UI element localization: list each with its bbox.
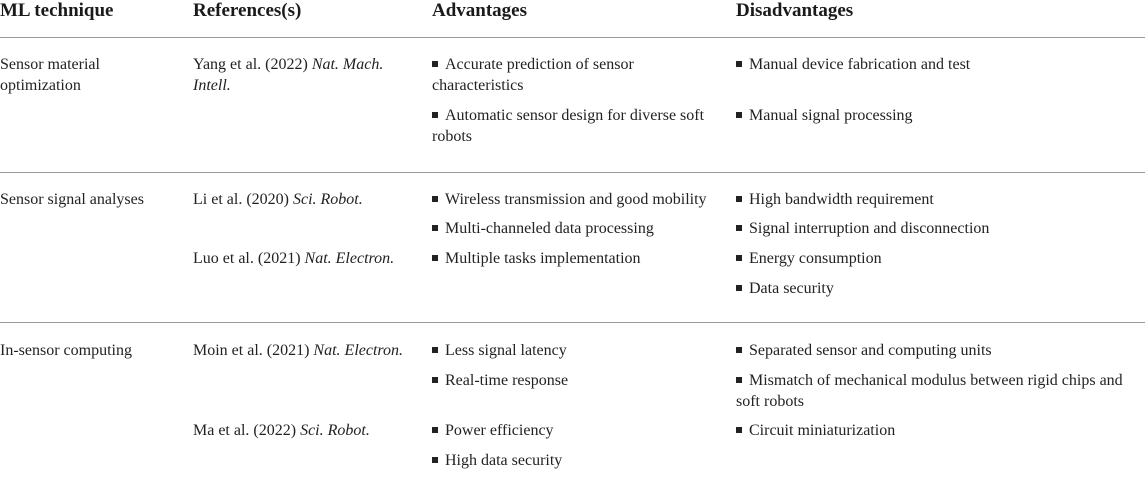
reference-journal: Nat. Electron. bbox=[304, 250, 395, 267]
reference-journal: Nat. Mach. bbox=[311, 56, 384, 73]
advantage-item bbox=[432, 54, 634, 75]
advantage-item bbox=[432, 218, 654, 239]
bullet-icon bbox=[432, 112, 438, 118]
advantage-item bbox=[432, 105, 704, 126]
reference-journal-line2 bbox=[193, 75, 231, 96]
disadvantage-text: Signal interruption and disconnection bbox=[749, 220, 990, 237]
advantage-text: Wireless transmission and good mobility bbox=[445, 191, 707, 208]
bullet-icon bbox=[736, 225, 742, 231]
technique-cell-line2: optimization bbox=[0, 77, 81, 94]
disadvantage-item bbox=[736, 105, 913, 126]
disadvantage-text: Circuit miniaturization bbox=[749, 422, 896, 439]
disadvantage-text: Manual device fabrication and test bbox=[749, 56, 971, 73]
disadvantage-text: Energy consumption bbox=[749, 250, 882, 267]
header-references: References(s) bbox=[193, 0, 302, 21]
reference-authors: Luo et al. (2021) bbox=[193, 250, 301, 267]
bullet-icon bbox=[432, 427, 438, 433]
disadvantage-text: Mismatch of mechanical modulus between rigid chips and bbox=[749, 372, 1123, 389]
reference-cell bbox=[193, 54, 383, 75]
bullet-icon bbox=[736, 285, 742, 291]
advantage-item bbox=[432, 189, 707, 210]
bullet-icon bbox=[432, 347, 438, 353]
reference-cell bbox=[193, 189, 363, 210]
advantage-item-cont: characteristics bbox=[432, 77, 524, 94]
advantage-text: Real-time response bbox=[445, 372, 569, 389]
reference-journal: Sci. Robot. bbox=[292, 191, 363, 208]
bullet-icon bbox=[432, 196, 438, 202]
disadvantage-text: High bandwidth requirement bbox=[749, 191, 934, 208]
reference-cell bbox=[193, 248, 394, 269]
disadvantage-item bbox=[736, 248, 882, 269]
bullet-icon bbox=[736, 377, 742, 383]
disadvantage-text: Separated sensor and computing units bbox=[749, 342, 992, 359]
disadvantage-item bbox=[736, 340, 992, 361]
bullet-icon bbox=[736, 255, 742, 261]
advantage-item bbox=[432, 450, 562, 471]
row-divider bbox=[0, 322, 1145, 323]
disadvantage-item bbox=[736, 54, 970, 75]
header-divider bbox=[0, 37, 1145, 38]
reference-journal: Nat. Electron. bbox=[313, 342, 404, 359]
header-ml-technique: ML technique bbox=[0, 0, 114, 21]
disadvantage-item bbox=[736, 278, 834, 299]
reference-cell bbox=[193, 340, 403, 361]
advantage-text: Accurate prediction of sensor bbox=[445, 56, 634, 73]
disadvantage-item-cont: soft robots bbox=[736, 393, 804, 410]
advantage-item bbox=[432, 340, 567, 361]
bullet-icon bbox=[432, 377, 438, 383]
bullet-icon bbox=[736, 347, 742, 353]
header-disadvantages: Disadvantages bbox=[736, 0, 854, 21]
technique-cell: Sensor material bbox=[0, 56, 100, 73]
bullet-icon bbox=[736, 427, 742, 433]
advantage-text: High data security bbox=[445, 452, 563, 469]
advantage-item bbox=[432, 420, 554, 441]
bullet-icon bbox=[736, 196, 742, 202]
advantage-text: Less signal latency bbox=[445, 342, 567, 359]
reference-journal-cont: Intell. bbox=[193, 77, 231, 94]
reference-cell bbox=[193, 420, 370, 441]
disadvantage-item bbox=[736, 370, 1123, 391]
advantage-text: Multiple tasks implementation bbox=[445, 250, 641, 267]
technique-cell: Sensor signal analyses bbox=[0, 191, 144, 208]
bullet-icon bbox=[432, 457, 438, 463]
disadvantage-item bbox=[736, 420, 895, 441]
bullet-icon bbox=[736, 112, 742, 118]
advantage-text: Multi-channeled data processing bbox=[445, 220, 654, 237]
reference-authors: Moin et al. (2021) bbox=[193, 342, 310, 359]
disadvantage-text: Data security bbox=[749, 280, 834, 297]
bullet-icon bbox=[432, 225, 438, 231]
advantage-item bbox=[432, 248, 641, 269]
advantage-text: Power efficiency bbox=[445, 422, 554, 439]
header-advantages: Advantages bbox=[432, 0, 528, 21]
reference-authors: Ma et al. (2022) bbox=[193, 422, 297, 439]
bullet-icon bbox=[432, 61, 438, 67]
reference-authors: Yang et al. (2022) bbox=[193, 56, 308, 73]
advantage-text: Automatic sensor design for diverse soft bbox=[445, 107, 705, 124]
reference-journal: Sci. Robot. bbox=[300, 422, 370, 439]
bullet-icon bbox=[736, 61, 742, 67]
disadvantage-item bbox=[736, 189, 934, 210]
row-divider bbox=[0, 172, 1145, 173]
reference-authors: Li et al. (2020) bbox=[193, 191, 289, 208]
disadvantage-item bbox=[736, 218, 989, 239]
advantage-item bbox=[432, 370, 568, 391]
bullet-icon bbox=[432, 255, 438, 261]
advantage-item-cont: robots bbox=[432, 128, 472, 145]
technique-cell: In-sensor computing bbox=[0, 342, 132, 359]
disadvantage-text: Manual signal processing bbox=[749, 107, 913, 124]
